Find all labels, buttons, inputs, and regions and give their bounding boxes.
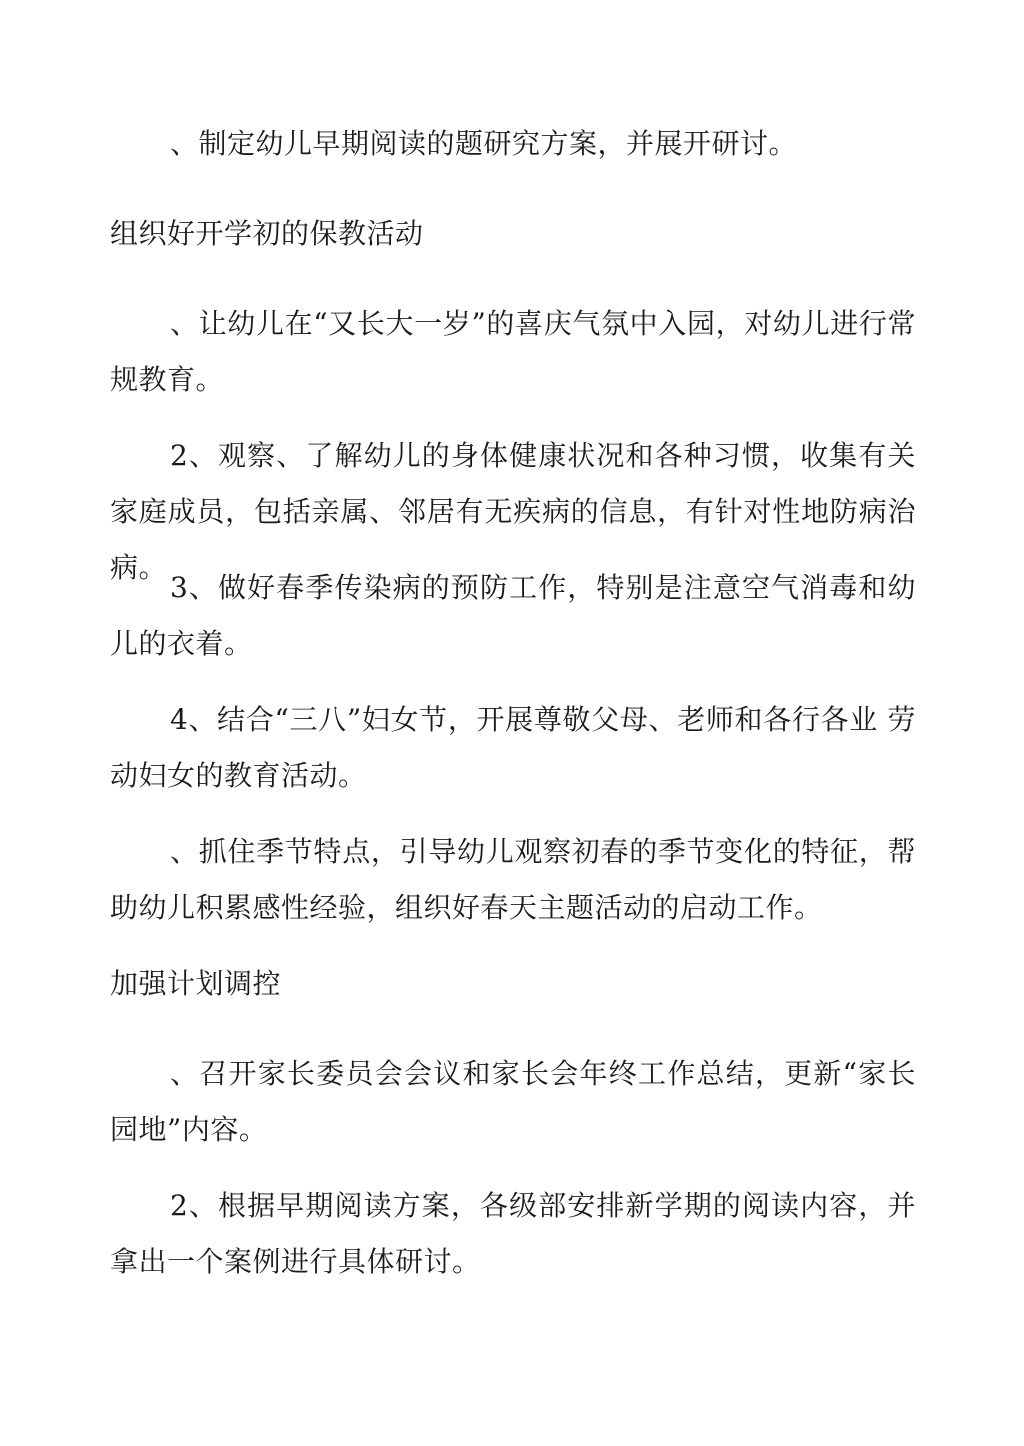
paragraph-health-check: 2、观察、了解幼儿的身体健康状况和各种习惯，收集有关 家庭成员，包括亲属、邻居有无疾病的信息，有针对性地防病治 病。: [110, 439, 916, 584]
paragraph-reading-plan: 、制定幼儿早期阅读的题研究方案，并展开研讨。: [170, 127, 798, 160]
paragraph-enrollment: 、让幼儿在“又长大一岁”的喜庆气氛中入园，对幼儿进行常规教育。: [110, 307, 916, 396]
paragraph-reading-content: 2、根据早期阅读方案，各级部安排新学期的阅读内容，并 拿出一个案例进行具体研讨。: [110, 1189, 916, 1278]
section-heading-activities: 组织好开学初的保教活动: [110, 217, 424, 250]
paragraph-parent-committee: 、召开家长委员会会议和家长会年终工作总结，更新“家长园地”内容。: [110, 1057, 916, 1146]
section-heading-planning: 加强计划调控: [110, 967, 282, 1000]
paragraph-disease-prevention: 3、做好春季传染病的预防工作，特别是注意空气消毒和幼 儿的衣着。: [110, 571, 916, 660]
paragraph-spring-theme: 、抓住季节特点，引导幼儿观察初春的季节变化的特征，帮助幼儿积累感性经验，组织好春天主题活动的启动工作。: [110, 835, 916, 924]
paragraph-womens-day: 4、结合“三八”妇女节，开展尊敬父母、老师和各行各业 劳动妇女的教育活动。: [110, 703, 916, 792]
